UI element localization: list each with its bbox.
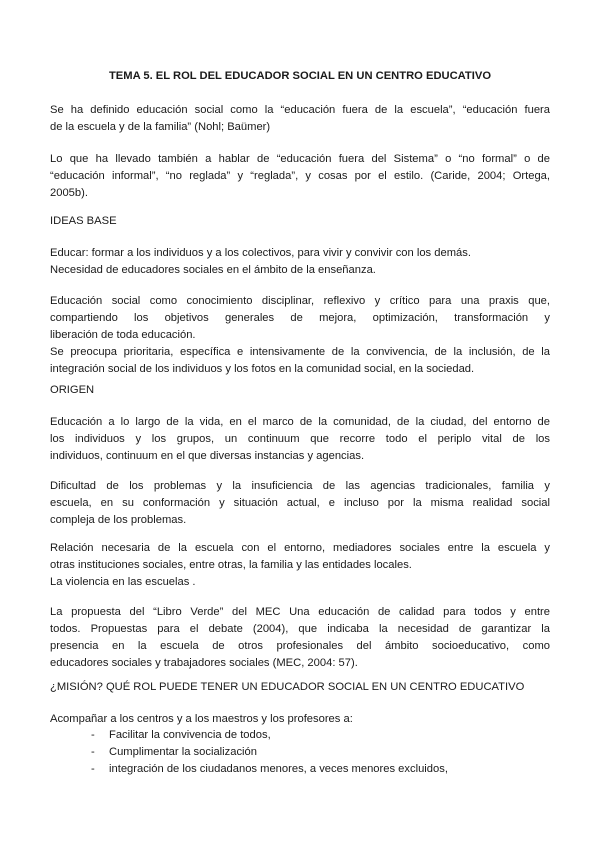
text-line: todos. Propuestas para el debate (2004), que indicaba la necesidad de garantizar la [50,623,550,635]
paragraph [50,151,550,202]
paragraph [50,293,550,378]
paragraph [50,478,550,529]
paragraph [50,382,550,399]
bullet-item [50,761,550,778]
bullet-marker: - [91,763,95,775]
text-line: La propuesta del “Libro Verde” del MEC Una educación de calidad para todos y entre [50,606,550,618]
text-line: liberación de toda educación. [50,329,196,341]
text-line: Educación a lo largo de la vida, en el marco de la comunidad, de la ciudad, del entorno de [50,416,550,428]
text-line: individuos, continuum en el que diversas instancias y agencias. [50,450,365,462]
text-line: La violencia en las escuelas . [50,576,196,588]
text-line: compartiendo los objetivos generales de mejora, optimización, transformación y [50,312,550,324]
paragraph [50,102,550,136]
text-line: integración social de los individuos y los fotos en la comunidad social, en la sociedad. [50,363,475,375]
paragraph [50,604,550,672]
text-line: Se preocupa prioritaria, específica e intensivamente de la convivencia, de la inclusión, de la [50,346,550,358]
paragraph [50,711,550,728]
text-line: presencia en la escuela de otros profesionales del ámbito socioeducativo, como [50,640,550,652]
text-line: los individuos y los grupos, un continuum que recorre todo el periplo vital de los [50,433,550,445]
text-line: IDEAS BASE [50,215,117,227]
text-line: Educar: formar a los individuos y a los colectivos, para vivir y convivir con los demás. [50,247,471,259]
paragraph [50,213,550,230]
bullet-text: integración de los ciudadanos menores, a veces menores excluidos, [109,763,448,775]
text-line: ORIGEN [50,384,95,396]
text-line: de la escuela y de la familia” (Nohl; Baümer) [50,121,271,133]
bullet-text: Cumplimentar la socialización [109,746,257,758]
text-line: Dificultad de los problemas y la insuficiencia de las agencias tradicionales, familia y [50,480,550,492]
bullet-text: Facilitar la convivencia de todos, [109,729,271,741]
paragraph [50,679,550,696]
bullet-list [50,727,550,778]
text-line: Educación social como conocimiento disciplinar, reflexivo y crítico para una praxis que, [50,295,550,307]
text-line: compleja de los problemas. [50,514,187,526]
text-line: Se ha definido educación social como la “educación fuera de la escuela”, “educación fuera [50,104,550,116]
paragraph [50,245,550,279]
text-line: Necesidad de educadores sociales en el ámbito de la enseñanza. [50,264,376,276]
bullet-marker: - [91,746,95,758]
text-line: Lo que ha llevado también a hablar de “educación fuera del Sistema” o “no formal” o de [50,153,550,165]
bullet-item [50,727,550,744]
bullet-marker: - [91,729,95,741]
text-line: ¿MISIÓN? QUÉ ROL PUEDE TENER UN EDUCADOR SOCIAL EN UN CENTRO EDUCATIVO [50,681,525,693]
paragraph [50,540,550,591]
text-line: Acompañar a los centros y a los maestros y los profesores a: [50,713,353,725]
text-line: Relación necesaria de la escuela con el entorno, mediadores sociales entre la escuela y [50,542,550,554]
document-title: TEMA 5. EL ROL DEL EDUCADOR SOCIAL EN UN CENTRO EDUCATIVO [108,70,492,82]
bullet-item [50,744,550,761]
text-line: otras instituciones sociales, entre otras, la familia y las entidades locales. [50,559,412,571]
text-line: “educación informal”, “no reglada” y “reglada”, y cosas por el estilo. (Caride, 2004; Ortega, [50,170,550,182]
text-line: 2005b). [50,187,88,199]
text-line: educadores sociales y trabajadores sociales (MEC, 2004: 57). [50,657,358,669]
paragraph [50,414,550,465]
text-line: escuela, en su conformación y situación actual, e incluso por la misma realidad social [50,497,550,509]
